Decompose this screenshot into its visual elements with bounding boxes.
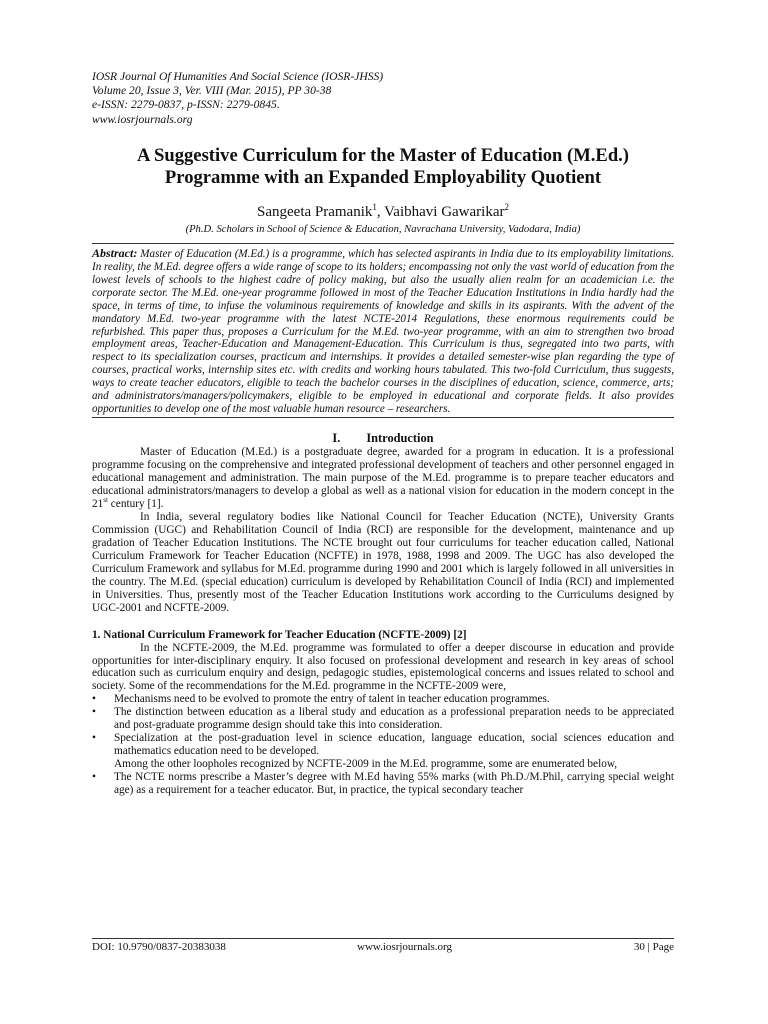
section-number: I. (332, 431, 341, 446)
author-superscript: 1 (372, 201, 377, 212)
recommendation-list (92, 693, 674, 758)
section-title: Introduction (366, 431, 434, 446)
abstract-top-rule (92, 243, 674, 244)
bullet-icon: • (92, 771, 96, 784)
bullet-icon: • (92, 693, 96, 706)
list-item (92, 693, 674, 706)
abstract-label: Abstract: (92, 245, 138, 260)
list-item (92, 706, 674, 732)
journal-name: IOSR Journal Of Humanities And Social Science (IOSR-JHSS) (92, 70, 384, 83)
footer-doi: DOI: 10.9790/0837-20383038 (92, 941, 226, 953)
intro-paragraph-2: In India, several regulatory bodies like National Council for Teacher Education (NCTE), University Grants Commission (UGC) and Rehabilitation Council of India (RCI) are responsible for the development, maintenance and up gradation of Teacher Education Institutions. The NCTE brought out four curriculums for teacher education called, National Curriculum Framework for Teacher Education (NCFTE) in 1978, 1988, 1998 and 2009. The UGC has also developed the Curriculum Framework and syllabus for M.Ed. programme during 1990 and 2001 which is largely followed in all universities in the country. The M.Ed. (special education) curriculum is developed by Rehabilitation Council of India (RCI) and implemented in Universities. Thus, presently most of the Teacher Education Institutions work according to the Curriculums designed by UGC-2001 and NCFTE-2009. (92, 510, 674, 614)
footer-website[interactable]: www.iosrjournals.org (357, 941, 453, 953)
para-superscript: st (103, 496, 108, 505)
abstract-block (92, 247, 674, 418)
subsection-heading: 1. National Curriculum Framework for Teacher Education (NCFTE-2009) [2] (92, 628, 467, 641)
section-heading (92, 431, 674, 446)
loophole-list (92, 771, 674, 797)
footer-page-number: 30 | Page (633, 941, 674, 953)
list-item-text: Specialization at the post-graduation level in science education, language education, social sciences education and mathematics education need to be developed. (114, 732, 674, 758)
author-separator: , (376, 203, 385, 220)
author-name: Sangeeta Pramanik (257, 203, 373, 220)
author-affiliation: (Ph.D. Scholars in School of Science & Education, Navrachana University, Vadodara, India) (185, 223, 581, 235)
subsection-paragraph: In the NCFTE-2009, the M.Ed. programme was formulated to offer a deeper discourse in education and provide opportunities for inter-disciplinary enquiry. It also focused on professional development and research in key areas of school education such as curriculum enquiry and design, pedagogic studies, epistemological concerns and issues related to school and society. Some of the recommendations for the M.Ed. programme in the NCFTE-2009 were, (92, 641, 674, 693)
title-line-2: Programme with an Expanded Employability Quotient (164, 166, 602, 188)
author-name: Vaibhavi Gawarikar (384, 203, 505, 220)
title-line-1: A Suggestive Curriculum for the Master of Education (M.Ed.) (136, 144, 630, 166)
list-item (92, 771, 674, 797)
para-text: Master of Education (M.Ed.) is a postgraduate degree, awarded for a program in education. It is a professional programme focusing on the comprehensive and integrated professional development of teachers and other personnel engaged in educational management and administration. The main purpose of the M.Ed. programme is to prepare teacher educators and educational administrators/managers to develop a global as well as a national vision for education in the modern concept in the 21 (92, 446, 674, 511)
footer-rule (92, 938, 674, 939)
journal-website[interactable]: www.iosrjournals.org (92, 112, 193, 126)
list-item-text: Mechanisms need to be evolved to promote the entry of talent in teacher education programmes. (114, 693, 550, 706)
paper-page (92, 70, 674, 797)
journal-issn: e-ISSN: 2279-0837, p-ISSN: 2279-0845. (92, 98, 280, 112)
journal-header (92, 70, 674, 127)
author-superscript: 2 (504, 201, 509, 212)
list-item (92, 732, 674, 758)
list-item-text: The NCTE norms prescribe a Master’s degree with M.Ed having 55% marks (with Ph.D./M.Phil, carrying special weight age) as a requirement for a teacher educator. But, in practice, the typical secondary teacher (114, 771, 674, 797)
list-item-text: The distinction between education as a liberal study and education as a professional preparation needs to be appreciated and post-graduate programme design should take this into consideration. (114, 706, 674, 732)
bullet-icon: • (92, 706, 96, 719)
intro-paragraph-1 (92, 446, 674, 511)
abstract-text: Master of Education (M.Ed.) is a programme, which has selected aspirants in India due to its employability limitations. In reality, the M.Ed. degree offers a wide range of scope to its holders; encompassing not only the vast world of education from the lowest levels of schools to the highest cadre of policy making, but also the usually alien realm for an academician i.e. the corporate sector. The M.Ed. one-year programme followed in most of the Teacher Education Institutions in India hardly had the space, in terms of time, to infuse the voluminous requirements of knowledge and skills in its aspirants. With the advent of the mandatory M.Ed. two-year programme with the latest NCTE-2014 Regulations, these enormous requirements could be refurbished. This paper thus, proposes a Curriculum for the M.Ed. two-year programme, with an aim to strengthen two broad employment areas, Teacher-Education and Management-Education. This Curriculum is thus, segregated into two parts, with respect to its specialization courses, practicum and internships. It provides a detailed semester-wise plan regarding the type of courses, practical works, internship sites etc. with credits and working hours tabulated. This two-fold Curriculum, thus suggests, ways to create teacher educators, eligible to teach the bachelor courses in the disciplines of education, science, commerce, arts; and administrators/managers/policymakers, eligible to be employed in educational and corporate fields. It also provides opportunities to develop one of the most valuable human resource – researchers. (92, 247, 674, 416)
author-list (92, 203, 674, 221)
bullet-icon: • (92, 732, 96, 745)
list-continuation: Among the other loopholes recognized by NCFTE-2009 in the M.Ed. programme, some are enumerated below, (114, 758, 618, 771)
paper-title (92, 145, 674, 189)
para-text: century [1]. (107, 498, 164, 511)
journal-volume: Volume 20, Issue 3, Ver. VIII (Mar. 2015), PP 30-38 (92, 84, 332, 98)
